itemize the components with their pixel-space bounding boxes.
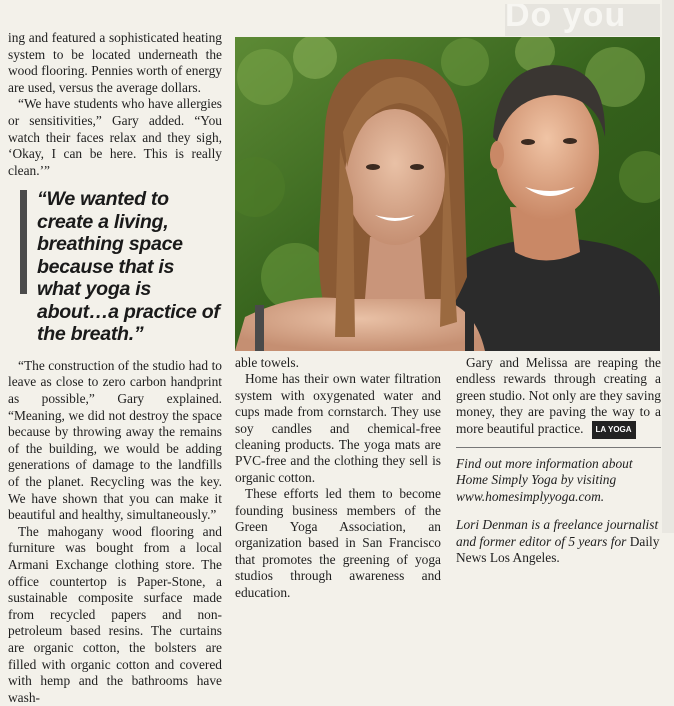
middle-paragraph-3: These efforts led them to become founding business members of the Green Yoga Association, an organization based in San Francisco that promotes the greening of yoga studios through awareness and education. [235, 486, 441, 600]
right-paragraph-1 [456, 355, 661, 439]
spacer [456, 505, 661, 517]
middle-paragraph-2: Home has their own water filtration system with oxygenated water and cups made from cornstarch. They use soy candles and chemical-free cleaning products. The yoga mats are PVC-free and the clothing they sell is organic cotton. [235, 371, 441, 485]
pull-quote-bar [20, 190, 27, 294]
la-yoga-badge: LA YOGA [592, 421, 636, 439]
couple-photo [235, 37, 660, 351]
author-bio [456, 517, 661, 566]
pull-quote-text: “We wanted to create a living, breathing space because that is what yoga is about…a practice of the breath.” [37, 188, 220, 346]
divider [456, 447, 661, 448]
pull-quote [20, 188, 222, 346]
middle-column [235, 355, 441, 601]
author-bio-a: Lori Denman is a freelance journalist and former editor of 5 years for [456, 517, 659, 549]
left-paragraph-1: ing and featured a sophisticated heating system to be located underneath the wood flooring. Pennies worth of energy are used, versus the average dollars. [8, 30, 222, 95]
left-paragraph-2: “We have students who have allergies or sensitivities,” Gary added. “You watch their faces relax and they sigh, ‘Okay, I can be here. This is really clean.’” [8, 96, 222, 178]
couple-photo-illustration [235, 37, 660, 351]
right-paragraph-1-text: Gary and Melissa are reaping the endless rewards through creating a green studio. Not only are they saving money, they are paving the way to a more beautiful practice. [456, 355, 661, 436]
right-column [456, 355, 661, 566]
left-paragraph-4: The mahogany wood flooring and furniture was bought from a local Armani Exchange clothing store. The office countertop is Paper-Stone, a sustainable composite surface made from recycled papers and non-petroleum based resins. The curtains are organic cotton, the bolsters are filled with organic cotton and covered with hemp and the bathrooms have wash- [8, 523, 222, 705]
left-column [8, 30, 222, 706]
author-bio-city: Los Angeles. [489, 550, 560, 566]
author-bio-publication: Daily News [456, 533, 660, 566]
middle-paragraph-1: able towels. [235, 355, 299, 370]
headline-fragment [505, 4, 660, 36]
info-note: Find out more information about Home Simply Yoga by visiting www.homesimplyyoga.com. [456, 456, 633, 504]
left-paragraph-3: “The construction of the studio had to leave as close to zero carbon handprint as possible,” Gary explained. “Meaning, we did not destroy the space because by throwing away the remains of the building, we would be adding generations of damage to the landfills of the planet. Recycling was the key. We have shown that you can make it beautiful and healthy, simultaneously.” [8, 357, 222, 523]
headline-fragment-text: Do you [505, 4, 627, 34]
page-edge [662, 0, 674, 533]
